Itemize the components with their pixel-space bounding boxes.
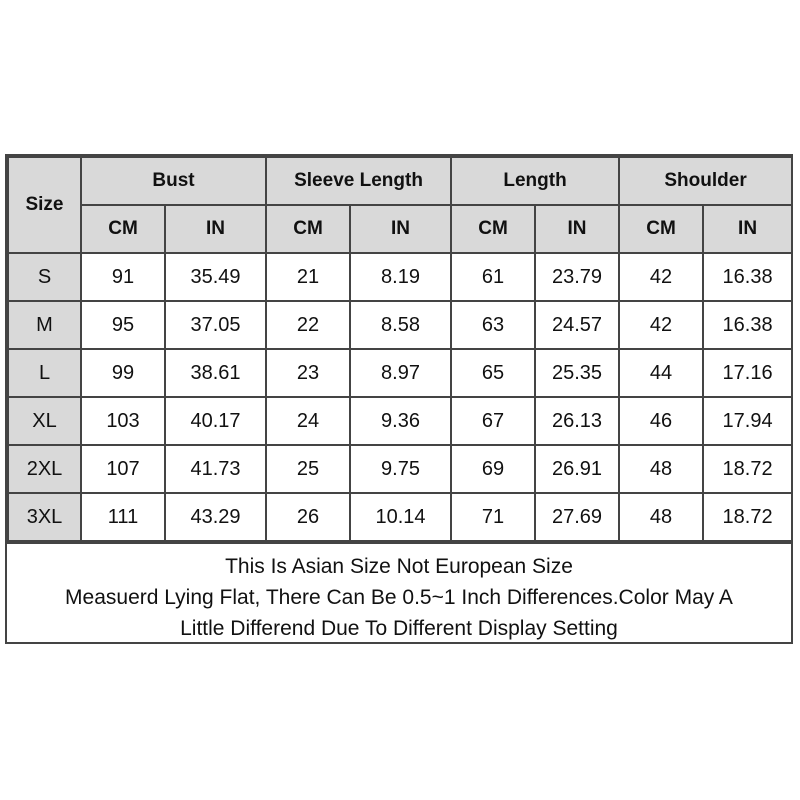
value-cell: 103 (81, 397, 165, 445)
value-cell: 61 (451, 253, 535, 301)
value-cell: 48 (619, 445, 703, 493)
value-cell: 44 (619, 349, 703, 397)
value-cell: 26 (266, 493, 350, 541)
value-cell: 16.38 (703, 301, 792, 349)
value-cell: 27.69 (535, 493, 619, 541)
note-line-3: Little Differend Due To Different Display Setting (180, 616, 618, 640)
value-cell: 22 (266, 301, 350, 349)
table-row (8, 301, 792, 349)
value-cell: 25 (266, 445, 350, 493)
unit-header-in: IN (703, 205, 792, 253)
value-cell: 41.73 (165, 445, 266, 493)
value-cell: 18.72 (703, 445, 792, 493)
value-cell: 26.13 (535, 397, 619, 445)
value-cell: 37.05 (165, 301, 266, 349)
size-note (7, 542, 791, 648)
size-table-body (8, 253, 792, 541)
unit-header-in: IN (165, 205, 266, 253)
size-note-text (65, 551, 733, 644)
value-cell: 10.14 (350, 493, 451, 541)
group-header-sleeve-length: Sleeve Length (266, 157, 451, 205)
table-row (8, 349, 792, 397)
table-row (8, 397, 792, 445)
size-cell: M (8, 301, 81, 349)
value-cell: 24.57 (535, 301, 619, 349)
value-cell: 26.91 (535, 445, 619, 493)
value-cell: 24 (266, 397, 350, 445)
group-header-bust: Bust (81, 157, 266, 205)
table-row (8, 493, 792, 541)
value-cell: 9.75 (350, 445, 451, 493)
value-cell: 46 (619, 397, 703, 445)
value-cell: 42 (619, 253, 703, 301)
note-line-1: This Is Asian Size Not European Size (225, 554, 573, 578)
value-cell: 95 (81, 301, 165, 349)
value-cell: 43.29 (165, 493, 266, 541)
unit-header-cm: CM (451, 205, 535, 253)
group-header-shoulder: Shoulder (619, 157, 792, 205)
value-cell: 48 (619, 493, 703, 541)
size-cell: 2XL (8, 445, 81, 493)
value-cell: 65 (451, 349, 535, 397)
unit-header-in: IN (350, 205, 451, 253)
size-header: Size (8, 157, 81, 253)
unit-header-row (8, 205, 792, 253)
unit-header-cm: CM (266, 205, 350, 253)
group-header-row (8, 157, 792, 205)
value-cell: 91 (81, 253, 165, 301)
value-cell: 67 (451, 397, 535, 445)
size-cell: L (8, 349, 81, 397)
value-cell: 23.79 (535, 253, 619, 301)
value-cell: 107 (81, 445, 165, 493)
unit-header-cm: CM (81, 205, 165, 253)
value-cell: 21 (266, 253, 350, 301)
size-table (7, 156, 793, 542)
value-cell: 8.19 (350, 253, 451, 301)
value-cell: 35.49 (165, 253, 266, 301)
value-cell: 71 (451, 493, 535, 541)
value-cell: 17.94 (703, 397, 792, 445)
size-cell: S (8, 253, 81, 301)
unit-header-in: IN (535, 205, 619, 253)
value-cell: 8.97 (350, 349, 451, 397)
group-header-length: Length (451, 157, 619, 205)
value-cell: 23 (266, 349, 350, 397)
value-cell: 111 (81, 493, 165, 541)
value-cell: 40.17 (165, 397, 266, 445)
table-row (8, 445, 792, 493)
value-cell: 63 (451, 301, 535, 349)
unit-header-cm: CM (619, 205, 703, 253)
value-cell: 9.36 (350, 397, 451, 445)
size-cell: XL (8, 397, 81, 445)
value-cell: 42 (619, 301, 703, 349)
value-cell: 99 (81, 349, 165, 397)
value-cell: 25.35 (535, 349, 619, 397)
size-cell: 3XL (8, 493, 81, 541)
size-chart (5, 154, 793, 644)
table-row (8, 253, 792, 301)
value-cell: 38.61 (165, 349, 266, 397)
value-cell: 8.58 (350, 301, 451, 349)
value-cell: 69 (451, 445, 535, 493)
value-cell: 17.16 (703, 349, 792, 397)
value-cell: 16.38 (703, 253, 792, 301)
value-cell: 18.72 (703, 493, 792, 541)
note-line-2: Measuerd Lying Flat, There Can Be 0.5~1 Inch Differences.Color May A (65, 585, 733, 609)
